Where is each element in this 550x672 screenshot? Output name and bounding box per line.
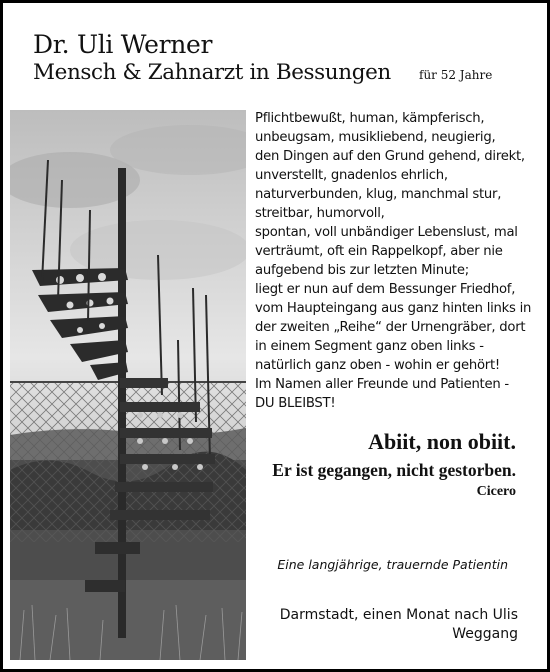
staircase-illustration xyxy=(10,110,246,660)
german-translation: Er ist gegangen, nicht gestorben. xyxy=(272,460,516,480)
tribute-line: den Dingen auf den Grund gehend, direkt, xyxy=(255,149,525,164)
place-date xyxy=(258,606,518,644)
tribute-line: der zweiten „Reihe“ der Urnengräber, dort xyxy=(255,320,526,335)
tribute-line: in einem Segment ganz oben links - xyxy=(255,339,484,354)
tribute-line: verträumt, oft ein Rappelkopf, aber nie xyxy=(255,244,503,259)
tribute-line: naturverbunden, klug, manchmal stur, xyxy=(255,187,502,202)
tribute-line: liegt er nun auf dem Bessunger Friedhof, xyxy=(255,282,516,297)
signer-line: Eine langjährige, trauernde Patientin xyxy=(277,557,508,572)
tribute-line: Pflichtbewußt, human, kämpferisch, xyxy=(255,111,485,126)
tribute-text xyxy=(255,109,532,413)
tribute-line: streitbar, humorvoll, xyxy=(255,206,385,221)
tribute-line: spontan, voll unbändiger Lebenslust, mal xyxy=(255,225,518,240)
tribute-line: unbeugsam, musikliebend, neugierig, xyxy=(255,130,496,145)
deceased-name: Dr. Uli Werner xyxy=(33,30,213,59)
subtitle: Mensch & Zahnarzt in Bessungen xyxy=(33,60,391,85)
latin-motto: Abiit, non obiit. xyxy=(368,429,516,454)
tribute-line: Im Namen aller Freunde und Patienten - xyxy=(255,377,509,392)
tribute-line: DU BLEIBST! xyxy=(255,396,336,411)
tribute-line: aufgebend bis zur letzten Minute; xyxy=(255,263,469,278)
years-note: für 52 Jahre xyxy=(419,68,493,82)
place-line-2: Weggang xyxy=(452,626,518,642)
tribute-line: unverstellt, gnadenlos ehrlich, xyxy=(255,168,448,183)
place-line-1: Darmstadt, einen Monat nach Ulis xyxy=(279,607,518,623)
quote-author: Cicero xyxy=(476,484,516,499)
tribute-line: vom Haupteingang aus ganz hinten links in xyxy=(255,301,532,316)
spiral-staircase-photo xyxy=(10,110,246,660)
tribute-line: natürlich ganz oben - wohin er gehört! xyxy=(255,358,500,373)
